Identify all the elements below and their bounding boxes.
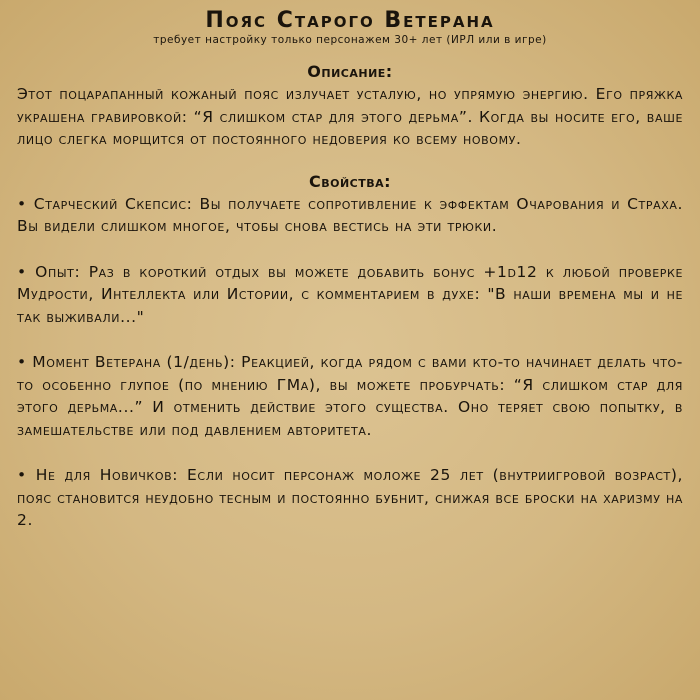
property-item: • Не для Новичков: Если носит персонаж моложе 25 лет (внутриигровой возраст), пояс становится неудобно тесным и постоянно бубнит, снижая все броски на харизму на 2.	[17, 466, 684, 529]
attunement-requirement: требует настройку только персонажем 30+ лет (ИРЛ или в игре)	[153, 34, 547, 46]
properties-heading: Свойства:	[308, 171, 392, 191]
description-text: Этот поцарапанный кожаный пояс излучает усталую, но упрямую энергию. Его пряжка украшена гравировкой: “Я слишком стар для этого дерьма”. Когда вы носите его, ваше лицо слегка морщится от постоянного недоверия ко всему новому.	[17, 85, 683, 148]
description-heading: Описание:	[307, 62, 393, 81]
property-item: • Старческий Скепсис: Вы получаете сопротивление к эффектам Очарования и Страха. Вы видели слишком многое, чтобы снова вестись на эти трюки.	[17, 194, 683, 235]
item-title: Пояс Старого Ветерана	[205, 8, 495, 33]
property-item: • Момент Ветерана (1/день): Реакцией, когда рядом с вами кто-то начинает делать что-то особенно глупое (по мнению ГМа), вы можете пробурчать: “Я слишком стар для этого дерьма...” И отменить действие этого существа. Оно теряет свою попытку, в замешательстве или под давлением авторитета.	[17, 353, 683, 439]
property-item: • Опыт: Раз в короткий отдых вы можете добавить бонус +1d12 к любой проверке Мудрости, Интеллекта или Истории, с комментарием в духе: "В наши времена мы и не так выживали..."	[17, 262, 683, 326]
